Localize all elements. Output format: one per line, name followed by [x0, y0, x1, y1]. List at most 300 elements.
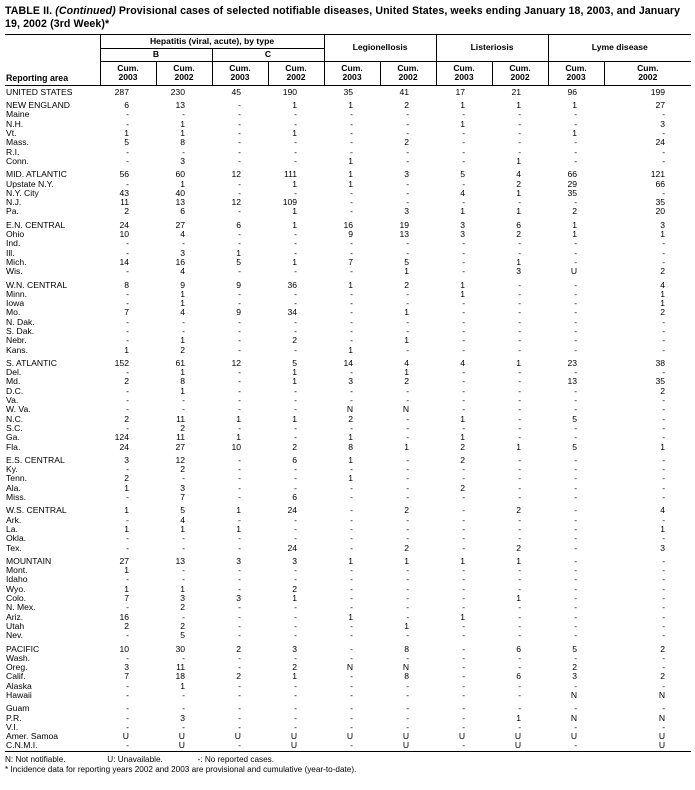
value-cell: 1 — [660, 523, 666, 534]
value-cell: 35 — [655, 197, 666, 208]
reporting-area-cell: Wis. — [6, 266, 23, 277]
value-cell: U — [290, 731, 298, 742]
value-cell: - — [574, 146, 578, 157]
value-cell: 24 — [655, 137, 666, 148]
value-cell: - — [350, 266, 354, 277]
reporting-area-cell: Utah — [6, 620, 25, 631]
value-cell: 5 — [572, 413, 578, 424]
value-cell: - — [406, 288, 410, 299]
value-cell: - — [662, 155, 666, 166]
cum-label: Cum. — [229, 62, 251, 73]
value-cell: - — [518, 630, 522, 641]
value-cell: - — [294, 109, 298, 120]
value-cell: U — [570, 266, 578, 277]
value-cell: - — [662, 335, 666, 346]
value-cell: 18 — [175, 671, 185, 682]
value-cell: - — [518, 454, 522, 465]
value-cell: - — [574, 256, 578, 267]
reporting-area-cell: Del. — [6, 367, 22, 378]
table-row — [5, 575, 691, 584]
value-cell: - — [294, 611, 298, 622]
value-cell: - — [238, 178, 241, 189]
value-cell: 287 — [114, 86, 129, 97]
value-cell: 66 — [567, 169, 578, 180]
value-cell: 1 — [460, 288, 466, 299]
value-cell: - — [294, 326, 298, 336]
value-cell: 2 — [292, 441, 298, 452]
value-cell: - — [238, 395, 241, 406]
value-cell: - — [574, 109, 578, 120]
value-cell: - — [662, 602, 666, 613]
value-cell: - — [294, 620, 298, 631]
value-cell: - — [294, 721, 298, 732]
cum-2003-header — [212, 61, 268, 85]
value-cell: 2 — [660, 266, 666, 277]
table-row — [5, 157, 691, 166]
value-cell: - — [126, 335, 129, 346]
value-cell: 1 — [348, 432, 354, 443]
reporting-area-cell: N.Y. City — [6, 187, 39, 198]
value-cell: 5 — [236, 256, 241, 267]
table-row — [5, 299, 691, 308]
value-cell: 1 — [180, 288, 185, 299]
value-cell: - — [406, 454, 410, 465]
value-cell: - — [350, 482, 354, 493]
reporting-area-cell: D.C. — [6, 385, 24, 396]
value-cell: - — [462, 298, 466, 309]
reporting-area-cell: P.R. — [6, 712, 22, 723]
value-cell: - — [662, 555, 666, 566]
value-cell: - — [462, 643, 466, 654]
value-cell: 3 — [660, 118, 666, 129]
value-cell: - — [350, 385, 354, 396]
reporting-area-cell: Idaho — [6, 574, 28, 585]
value-cell: - — [574, 367, 578, 378]
value-cell: 1 — [124, 505, 129, 516]
table-row — [5, 474, 691, 483]
value-cell: 2 — [572, 206, 578, 217]
value-cell: - — [350, 395, 354, 406]
value-cell: 1 — [348, 344, 354, 355]
table-row — [5, 346, 691, 355]
value-cell: - — [662, 583, 666, 594]
value-cell: - — [294, 395, 298, 406]
value-cell: - — [574, 703, 578, 714]
value-cell: - — [518, 238, 522, 249]
value-cell: - — [182, 703, 185, 714]
value-cell: - — [182, 395, 185, 406]
value-cell: - — [238, 689, 241, 700]
value-cell: - — [350, 307, 354, 318]
value-cell: 35 — [567, 187, 578, 198]
value-cell: 9 — [236, 307, 241, 318]
value-cell: - — [462, 128, 466, 139]
table-row — [5, 585, 691, 594]
value-cell: N — [346, 662, 354, 673]
value-cell: 109 — [282, 197, 298, 208]
table-row — [5, 120, 691, 129]
value-cell: - — [238, 583, 241, 594]
value-cell: - — [350, 712, 354, 723]
value-cell: - — [238, 118, 241, 129]
table-row — [5, 506, 691, 515]
value-cell: - — [238, 721, 241, 732]
value-cell: 45 — [231, 86, 241, 97]
value-cell: - — [294, 146, 298, 157]
value-cell: 17 — [455, 86, 466, 97]
value-cell: 2 — [404, 376, 410, 387]
table-row — [5, 110, 691, 119]
value-cell: 5 — [180, 505, 185, 516]
value-cell: 2 — [572, 662, 578, 673]
legionellosis-header: Legionellosis — [324, 35, 436, 62]
value-cell: - — [182, 721, 185, 732]
value-cell: 6 — [236, 219, 241, 230]
hepatitis-b-header: B — [100, 49, 212, 62]
value-cell: - — [126, 464, 129, 475]
table-row — [5, 456, 691, 465]
value-cell: 2 — [404, 137, 410, 148]
value-cell: - — [350, 187, 354, 198]
value-cell: - — [574, 335, 578, 346]
value-cell: - — [462, 137, 466, 148]
value-cell: 1 — [124, 344, 129, 355]
value-cell: 2 — [404, 279, 410, 290]
value-cell: 1 — [292, 593, 298, 604]
table-row — [5, 318, 691, 327]
value-cell: 1 — [460, 100, 466, 111]
value-cell: 3 — [180, 593, 185, 604]
value-cell: - — [662, 404, 666, 415]
value-cell: - — [406, 395, 410, 406]
value-cell: 6 — [516, 643, 522, 654]
value-cell: 6 — [516, 671, 522, 682]
value-cell: - — [294, 712, 298, 723]
value-cell: 1 — [236, 505, 241, 516]
value-cell: - — [294, 680, 298, 691]
table-row — [5, 138, 691, 147]
value-cell: - — [350, 652, 354, 663]
value-cell: 4 — [180, 514, 185, 525]
value-cell: - — [574, 680, 578, 691]
value-cell: - — [406, 523, 410, 534]
value-cell: 2 — [660, 307, 666, 318]
value-cell: 2 — [180, 602, 185, 613]
value-cell: 1 — [124, 128, 129, 139]
value-cell: - — [182, 146, 185, 157]
value-cell: 5 — [292, 357, 298, 368]
legend-not-notifiable: N: Not notifiable. — [5, 754, 66, 764]
table-row — [5, 415, 691, 424]
value-cell: - — [126, 367, 129, 378]
lyme-disease-header: Lyme disease — [548, 35, 691, 62]
value-cell: - — [574, 344, 578, 355]
value-cell: - — [518, 482, 522, 493]
value-cell: - — [462, 238, 466, 249]
value-cell: - — [350, 238, 354, 249]
value-cell: - — [238, 128, 241, 139]
reporting-area-cell: Mich. — [6, 256, 27, 267]
value-cell: 3 — [180, 482, 185, 493]
value-cell: 1 — [124, 565, 129, 576]
value-cell: - — [350, 118, 354, 129]
cum-2002-header — [380, 61, 436, 85]
reporting-area-cell: N.J. — [6, 197, 22, 208]
reporting-area-cell: Nev. — [6, 630, 24, 641]
value-cell: - — [662, 574, 666, 585]
reporting-area-cell: Wyo. — [6, 583, 26, 594]
value-cell: 1 — [348, 178, 354, 189]
value-cell: - — [182, 316, 185, 327]
reporting-area-cell: Tex. — [6, 542, 22, 553]
table-row — [5, 704, 691, 713]
reporting-area-cell: V.I. — [6, 721, 19, 732]
table-row — [5, 493, 691, 502]
value-cell: - — [238, 109, 241, 120]
value-cell: - — [518, 307, 522, 318]
table-row — [5, 631, 691, 640]
value-cell: - — [294, 689, 298, 700]
value-cell: - — [436, 741, 492, 751]
value-cell: - — [294, 155, 298, 166]
value-cell: 230 — [170, 86, 185, 97]
value-cell: - — [238, 146, 241, 157]
value-cell: - — [238, 602, 241, 613]
value-cell: 2 — [292, 662, 298, 673]
table-row — [5, 566, 691, 575]
value-cell: 10 — [119, 643, 129, 654]
value-cell: - — [350, 146, 354, 157]
value-cell: 2 — [292, 583, 298, 594]
value-cell: - — [126, 602, 129, 613]
value-cell: - — [238, 565, 241, 576]
value-cell: - — [238, 316, 241, 327]
value-cell: - — [238, 335, 241, 346]
value-cell: - — [350, 703, 354, 714]
reporting-area-cell: MOUNTAIN — [6, 555, 52, 566]
reporting-area-cell: Vt. — [6, 128, 17, 139]
value-cell: - — [126, 385, 129, 396]
value-cell: - — [350, 542, 354, 553]
table-row — [5, 290, 691, 299]
value-cell: 1 — [348, 454, 354, 465]
year-label: 2002 — [174, 72, 194, 83]
value-cell: 36 — [287, 279, 298, 290]
cum-label: Cum. — [453, 62, 475, 73]
value-cell: 1 — [124, 523, 129, 534]
value-cell: 41 — [399, 86, 410, 97]
value-cell: N — [570, 689, 578, 700]
reporting-area-cell: Ill. — [6, 247, 15, 258]
value-cell: - — [406, 630, 410, 641]
table-row — [5, 682, 691, 691]
value-cell: - — [462, 326, 466, 336]
table-row — [5, 267, 691, 276]
value-cell: - — [406, 464, 410, 475]
value-cell: - — [350, 583, 354, 594]
value-cell: - — [294, 137, 298, 148]
cum-label: Cum. — [285, 62, 307, 73]
value-cell: 11 — [120, 197, 129, 208]
value-cell: - — [238, 404, 241, 415]
cum-2002-header — [156, 61, 212, 85]
value-cell: - — [406, 109, 410, 120]
value-cell: - — [518, 413, 522, 424]
value-cell: - — [238, 206, 241, 217]
value-cell: - — [662, 432, 666, 443]
value-cell: 2 — [660, 385, 666, 396]
value-cell: - — [294, 602, 298, 613]
value-cell: 96 — [567, 86, 578, 97]
value-cell: - — [518, 611, 522, 622]
value-cell: - — [574, 137, 578, 148]
year-label: 2003 — [454, 72, 474, 83]
value-cell: - — [350, 680, 354, 691]
value-cell: 24 — [119, 219, 129, 230]
value-cell: 1 — [516, 712, 522, 723]
value-cell: 1 — [404, 307, 410, 318]
value-cell: 2 — [236, 671, 241, 682]
reporting-area-cell: MID. ATLANTIC — [6, 169, 67, 180]
value-cell: 3 — [236, 593, 241, 604]
value-cell: - — [294, 574, 298, 585]
value-cell: - — [350, 197, 354, 208]
value-cell: 5 — [124, 137, 129, 148]
value-cell: - — [126, 422, 129, 433]
value-cell: - — [182, 689, 185, 700]
reporting-area-cell: Conn. — [6, 155, 29, 166]
value-cell: - — [518, 137, 522, 148]
value-cell: - — [126, 395, 129, 406]
value-cell: 4 — [660, 279, 666, 290]
value-cell: 43 — [119, 187, 129, 198]
value-cell: - — [462, 652, 466, 663]
value-cell: - — [238, 652, 241, 663]
reporting-area-cell: UNITED STATES — [6, 86, 73, 97]
hepatitis-c-header: C — [212, 49, 324, 62]
value-cell: - — [100, 741, 156, 751]
value-cell: - — [406, 118, 410, 129]
value-cell: 6 — [180, 206, 185, 217]
value-cell: - — [574, 620, 578, 631]
value-cell: - — [518, 298, 522, 309]
value-cell: 16 — [343, 219, 354, 230]
value-cell: - — [294, 385, 298, 396]
value-cell: - — [238, 630, 241, 641]
value-cell: - — [574, 492, 578, 503]
value-cell: - — [574, 593, 578, 604]
value-cell: - — [294, 432, 298, 443]
value-cell: 23 — [567, 357, 578, 368]
value-cell: 1 — [180, 128, 185, 139]
value-cell: 27 — [655, 100, 666, 111]
reporting-area-cell: Okla. — [6, 533, 27, 544]
value-cell: 1 — [516, 206, 522, 217]
value-cell: - — [662, 652, 666, 663]
year-label: 2003 — [566, 72, 586, 83]
value-cell: - — [662, 413, 666, 424]
value-cell: 3 — [572, 671, 578, 682]
value-cell: - — [294, 464, 298, 475]
value-cell: 4 — [660, 505, 666, 516]
value-cell: 11 — [176, 432, 185, 443]
value-cell: - — [462, 703, 466, 714]
value-cell: 7 — [124, 671, 129, 682]
value-cell: 1 — [516, 441, 522, 452]
value-cell: - — [462, 473, 466, 484]
reporting-area-cell: S.C. — [6, 422, 23, 433]
table-row — [5, 101, 691, 110]
value-cell: - — [350, 326, 354, 336]
value-cell: 1 — [516, 187, 522, 198]
value-cell: - — [350, 721, 354, 732]
value-cell: - — [406, 316, 410, 327]
table-row — [5, 359, 691, 368]
value-cell: - — [574, 583, 578, 594]
value-cell: 3 — [180, 155, 185, 166]
table-row — [5, 691, 691, 700]
cum-label: Cum. — [173, 62, 195, 73]
table-row — [5, 377, 691, 386]
year-label: 2003 — [230, 72, 250, 83]
value-cell: - — [238, 326, 241, 336]
value-cell: N — [402, 662, 410, 673]
value-cell: 34 — [287, 307, 298, 318]
value-cell: - — [462, 197, 466, 208]
value-cell: - — [518, 464, 522, 475]
value-cell: - — [182, 542, 185, 553]
value-cell: - — [238, 367, 241, 378]
value-cell: - — [518, 680, 522, 691]
value-cell: - — [350, 565, 354, 576]
value-cell: 1 — [572, 229, 578, 240]
reporting-area-cell: E.S. CENTRAL — [6, 454, 65, 465]
value-cell: 11 — [176, 662, 185, 673]
value-cell: - — [574, 197, 578, 208]
value-cell: - — [462, 514, 466, 525]
reporting-area-header: Reporting area — [5, 35, 100, 86]
value-cell: - — [406, 178, 410, 189]
value-cell: 19 — [399, 219, 410, 230]
value-cell: - — [350, 206, 354, 217]
value-cell: 3 — [180, 712, 185, 723]
value-cell: 1 — [292, 178, 298, 189]
value-cell: - — [662, 565, 666, 576]
value-cell: 1 — [660, 229, 666, 240]
value-cell: 1 — [516, 256, 522, 267]
value-cell: 1 — [180, 385, 185, 396]
table-row — [5, 258, 691, 267]
value-cell: - — [462, 593, 466, 604]
reporting-area-cell: N. Mex. — [6, 602, 36, 613]
reporting-area-cell: S. ATLANTIC — [6, 357, 57, 368]
cum-label: Cum. — [397, 62, 419, 73]
value-cell: 30 — [175, 643, 185, 654]
value-cell: 1 — [348, 611, 354, 622]
value-cell: - — [518, 376, 522, 387]
value-cell: 1 — [660, 441, 666, 452]
hepatitis-group-header: Hepatitis (viral, acute), by type — [100, 35, 324, 49]
value-cell: 1 — [180, 583, 185, 594]
value-cell: 1 — [236, 432, 241, 443]
table-row — [5, 613, 691, 622]
value-cell: - — [462, 523, 466, 534]
value-cell: - — [294, 482, 298, 493]
value-cell: - — [126, 247, 129, 258]
reporting-area-cell: Upstate N.Y. — [6, 178, 54, 189]
value-cell: - — [518, 335, 522, 346]
value-cell: 2 — [516, 229, 522, 240]
